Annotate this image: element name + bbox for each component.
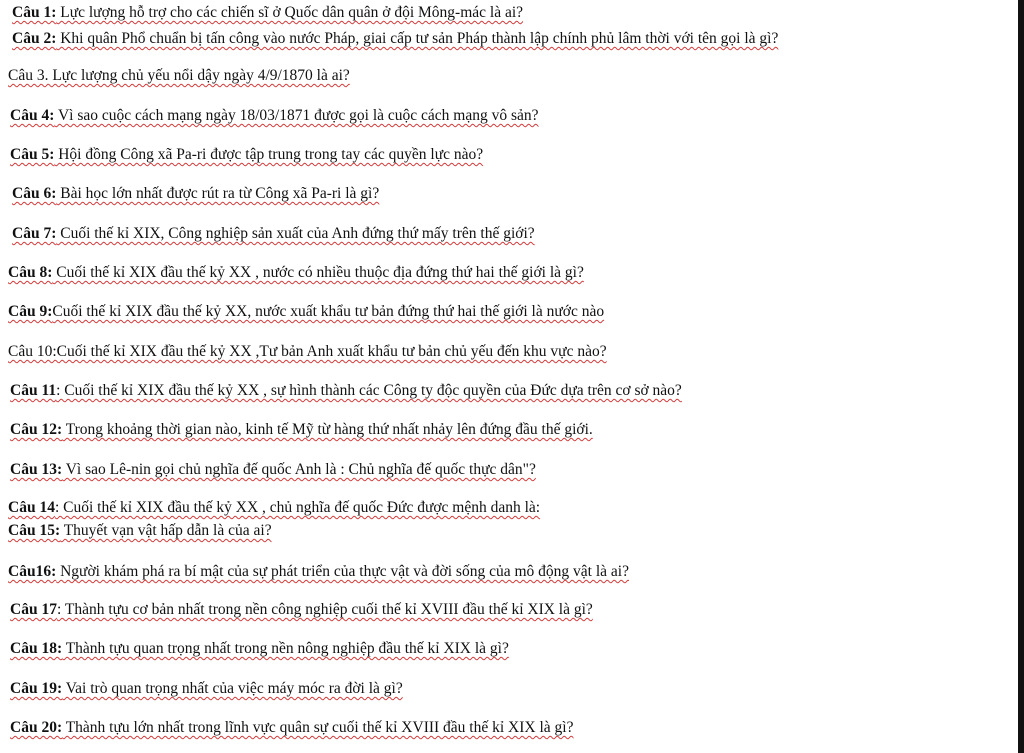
question-11: Câu 11: Cuối thế kỉ XIX đầu thế kỷ XX , sự hình thành các Công ty độc quyền của Đức dựa trên cơ sở nào? (10, 382, 682, 399)
question-19: Câu 19: Vai trò quan trọng nhất của việc máy móc ra đời là gì? (10, 680, 403, 697)
question-10: Câu 10:Cuối thế kỉ XIX đầu thế kỷ XX ,Tư bản Anh xuất khẩu tư bản chủ yếu đến khu vực nào? (8, 343, 607, 360)
question-20: Câu 20: Thành tựu lớn nhất trong lĩnh vực quân sự cuối thế kỉ XVIII đầu thế kỉ XIX là gì? (10, 719, 574, 736)
question-14: Câu 14: Cuối thế kỉ XIX đầu thế kỷ XX , chủ nghĩa đế quốc Đức được mệnh danh là: (8, 499, 541, 516)
question-6: Câu 6: Bài học lớn nhất được rút ra từ Công xã Pa-ri là gì? (12, 185, 380, 202)
question-17: Câu 17: Thành tựu cơ bản nhất trong nền công nghiệp cuối thế kỉ XVIII đầu thế kỉ XIX là gì? (10, 601, 593, 618)
question-2: Câu 2: Khi quân Phổ chuẩn bị tấn công vào nước Pháp, giai cấp tư sản Pháp thành lập chính phủ lâm thời với tên gọi là gì? (12, 30, 779, 47)
question-1: Câu 1: Lực lượng hỗ trợ cho các chiến sĩ ở Quốc dân quân ở đội Mông-mác là ai? (12, 4, 524, 21)
question-16: Câu16: Người khám phá ra bí mật của sự phát triển của thực vật và đời sống của mô động vật là ai? (8, 563, 629, 580)
question-9: Câu 9:Cuối thế kỉ XIX đầu thế kỷ XX, nước xuất khẩu tư bản đứng thứ hai thế giới là nước nào (8, 303, 605, 320)
question-8: Câu 8: Cuối thế kỉ XIX đầu thế kỷ XX , nước có nhiều thuộc địa đứng thứ hai thế giới là gì? (8, 264, 584, 281)
question-18: Câu 18: Thành tựu quan trọng nhất trong nền nông nghiệp đầu thế kỉ XIX là gì? (10, 640, 509, 657)
question-4: Câu 4: Vì sao cuộc cách mạng ngày 18/03/1871 được gọi là cuộc cách mạng vô sản? (10, 107, 539, 124)
question-5: Câu 5: Hội đồng Công xã Pa-ri được tập trung trong tay các quyền lực nào? (10, 146, 484, 163)
question-7: Câu 7: Cuối thế kỉ XIX, Công nghiệp sản xuất của Anh đứng thứ mấy trên thế giới? (12, 225, 535, 242)
question-13: Câu 13: Vì sao Lê-nin gọi chủ nghĩa đế quốc Anh là : Chủ nghĩa đế quốc thực dân"? (10, 461, 536, 478)
right-edge-border (1018, 0, 1024, 753)
question-12: Câu 12: Trong khoảng thời gian nào, kinh tế Mỹ từ hàng thứ nhất nhảy lên đứng đầu thế giới. (10, 421, 593, 438)
question-15: Câu 15: Thuyết vạn vật hấp dẫn là của ai? (8, 522, 272, 539)
question-3: Câu 3. Lực lượng chủ yếu nổi dậy ngày 4/9/1870 là ai? (8, 67, 350, 84)
